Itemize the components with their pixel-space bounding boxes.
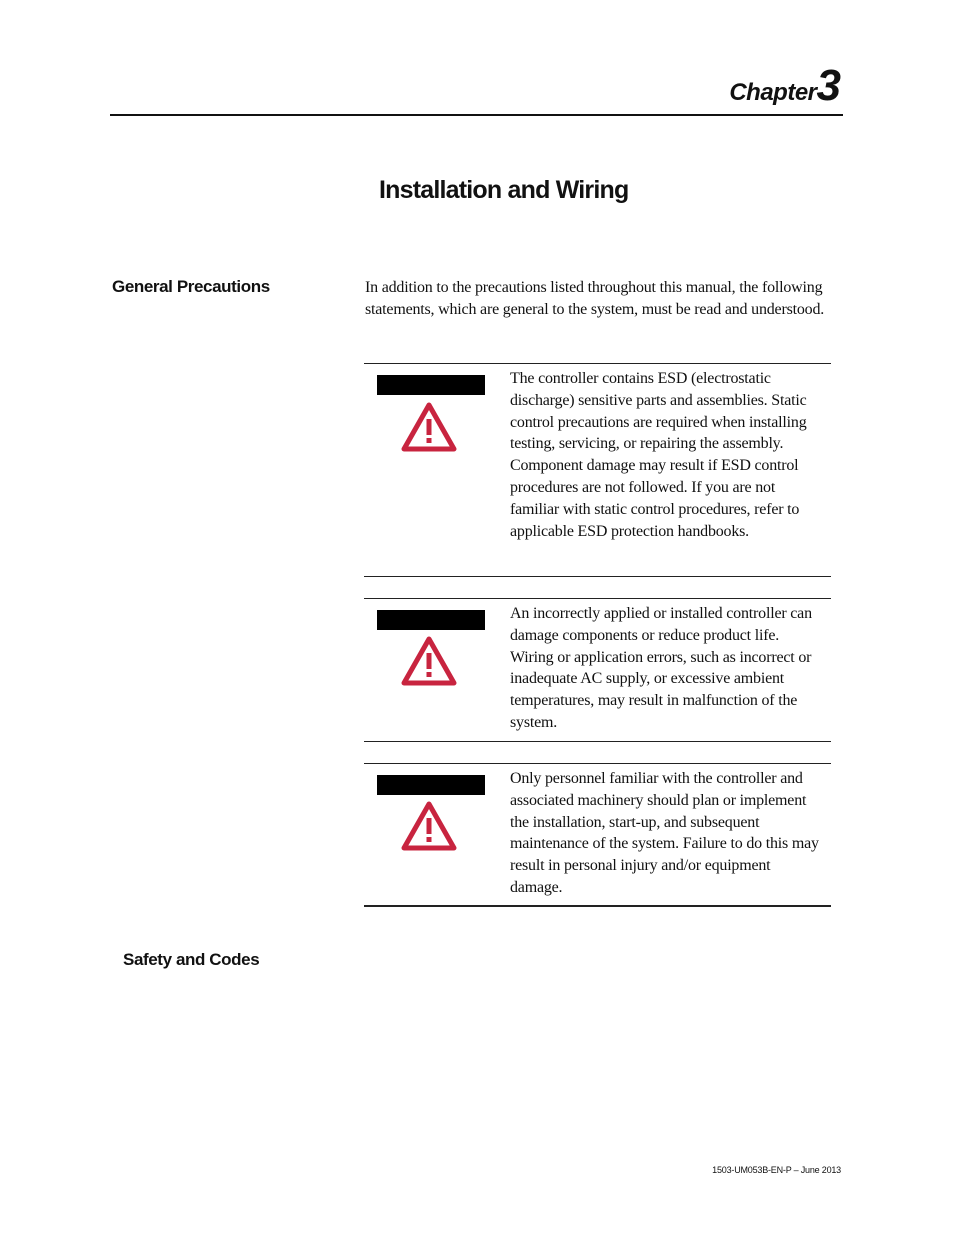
warning-triangle-icon [401, 636, 457, 686]
notice-bottom-rule [364, 576, 831, 577]
notice-top-rule [364, 763, 831, 764]
notice-text: An incorrectly applied or installed controller can damage components or reduce product life. Wiring or application errors, such as incorrect or inadequate AC supply, or excessive ambient temperatures, may result in malfunction of the system. [510, 605, 812, 731]
notice-text: The controller contains ESD (electrostatic discharge) sensitive parts and assemblies. Static control precautions are required when installing testing, servicing, or repairing the assembly. Component damage may result if ESD control procedures are not followed. If you are not familiar with static control procedures, refer to applicable ESD protection handbooks. [510, 370, 807, 540]
notice-box [364, 363, 831, 578]
chapter-label: Chapter [729, 79, 817, 106]
header-divider [110, 114, 843, 116]
notice-label-bar [377, 610, 485, 630]
page-title: Installation and Wiring [379, 176, 629, 204]
page-footer: 1503-UM053B-EN-P – June 2013 [712, 1165, 841, 1175]
notice-box [364, 763, 831, 908]
notice-text: Only personnel familiar with the controller and associated machinery should plan or implement the installation, start-up, and subsequent maintenance of the system. Failure to do this may result in personal injury and/or equipment damage. [510, 770, 819, 896]
notice-box [364, 598, 831, 743]
notice-top-rule [364, 363, 831, 364]
notice-label-bar [377, 375, 485, 395]
section-heading-general-precautions: General Precautions [112, 277, 270, 296]
warning-triangle-icon [401, 402, 457, 452]
notice-bottom-rule [364, 905, 831, 907]
warning-triangle-icon [401, 801, 457, 851]
section-heading-safety-and-codes: Safety and Codes [123, 950, 260, 969]
notice-bottom-rule [364, 741, 831, 742]
notice-top-rule [364, 598, 831, 599]
notice-label-bar [377, 775, 485, 795]
chapter-header [729, 61, 841, 110]
general-precautions-intro: In addition to the precautions listed throughout this manual, the following statements, which are general to the system, must be read and understood. [365, 279, 825, 318]
chapter-number: 3 [816, 61, 841, 110]
